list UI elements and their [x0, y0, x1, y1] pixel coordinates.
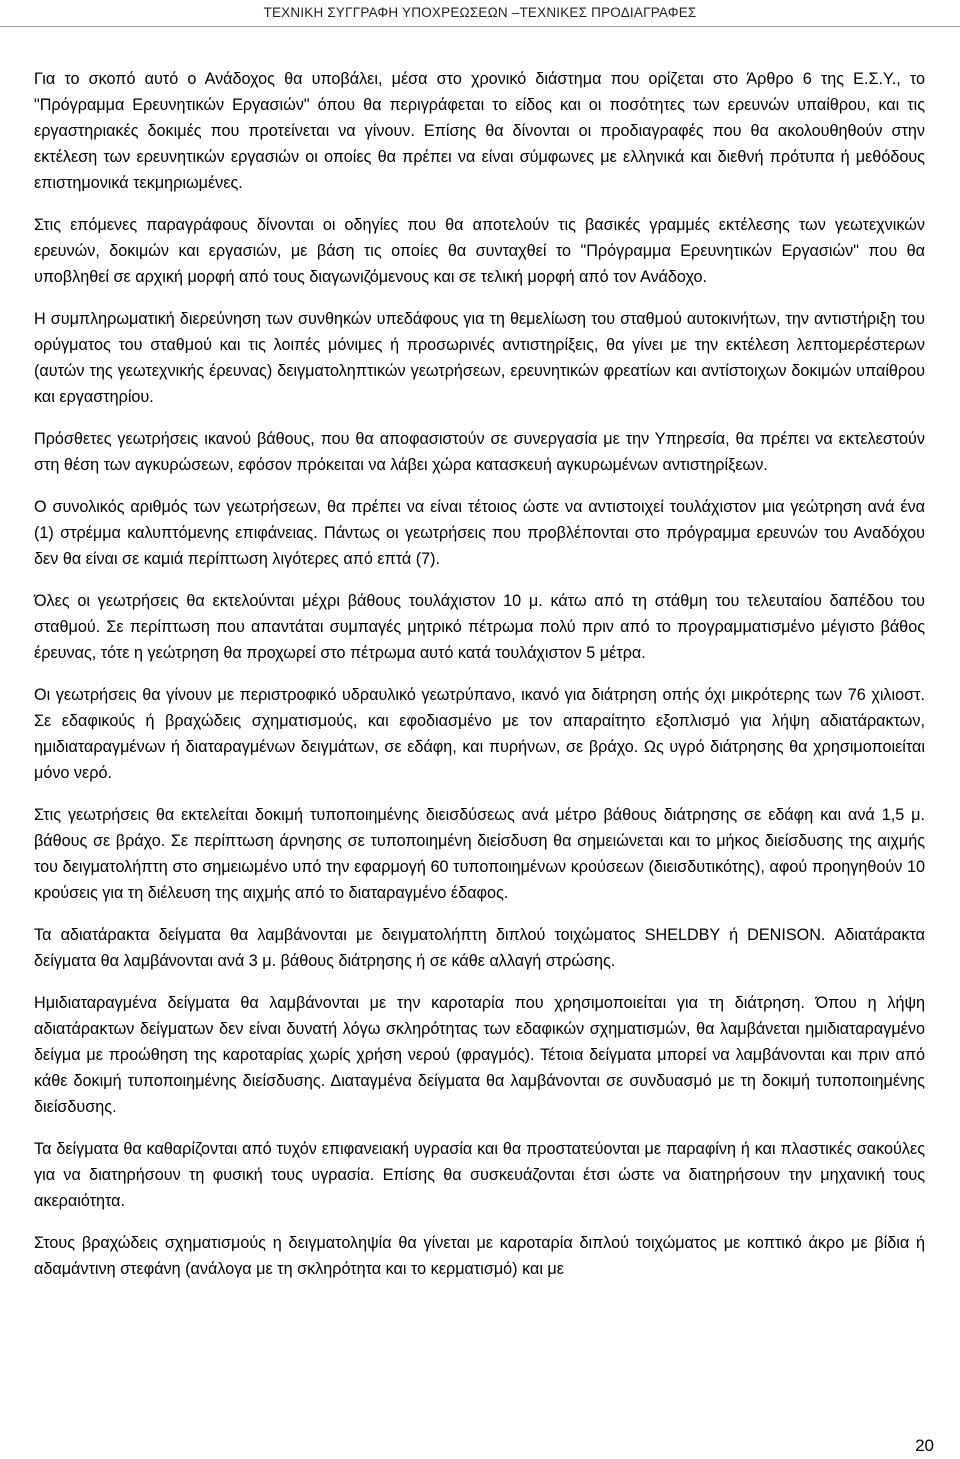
- paragraph: Ημιδιαταραγμένα δείγματα θα λαμβάνονται με την καροταρία που χρησιμοποιείται για τη διάτρηση. Όπου η λήψη αδιατάρακτων δείγματων δεν είναι δυνατή λόγω σκληρότητας των εδαφικών σχηματισμών, θα λαμβάνεται ημιδιαταραγμένο δείγμα με προώθηση της καροταρίας χωρίς χρήση νερού (φραγμός). Τέτοια δείγματα μπορεί να λαμβάνονται και πριν από κάθε δοκιμή τυποποιημένης διείσδυσης. Διαταγμένα δείγματα θα λαμβάνονται σε συνδυασμό με τη δοκιμή τυποποιημένης διείσδυσης.: [34, 994, 925, 1116]
- header-title: ΤΕΧΝΙΚΗ ΣΥΓΓΡΑΦΗ ΥΠΟΧΡΕΩΣΕΩΝ –ΤΕΧΝΙΚΕΣ ΠΡΟΔΙΑΓΡΑΦΕΣ: [263, 5, 697, 20]
- paragraph: Η συμπληρωματική διερεύνηση των συνθηκών υπεδάφους για τη θεμελίωση του σταθμού αυτοκινήτων, την αντιστήριξη του ορύγματος του σταθμού και τις λοιπές μόνιμες ή προσωρινές αντιστηρίξεις, θα γίνει με την εκτέλεση λεπτομερέστερων (αυτών της γεωτεχνικής έρευνας) δειγματοληπτικών γεωτρήσεων, ερευνητικών φρεατίων και αντίστοιχων δοκιμών υπαίθρου και εργαστηρίου.: [34, 310, 925, 406]
- page-number: 20: [915, 1436, 934, 1455]
- paragraph: Για το σκοπό αυτό ο Ανάδοχος θα υποβάλει, μέσα στο χρονικό διάστημα που ορίζεται στο Άρθρο 6 της Ε.Σ.Υ., το "Πρόγραμμα Ερευνητικών Εργασιών" όπου θα περιγράφεται το είδος και οι ποσότητες των ερευνών υπαίθρου, και τις εργαστηριακές δοκιμές που προτείνεται να γίνουν. Επίσης θα δίνονται οι προδιαγραφές που θα ακολουθηθούν στην εκτέλεση των ερευνητικών εργασιών οι οποίες θα πρέπει να είναι σύμφωνες με ελληνικά και διεθνή πρότυπα ή μεθόδους επιστημονικά τεκμηριωμένες.: [34, 70, 925, 192]
- paragraph: Ο συνολικός αριθμός των γεωτρήσεων, θα πρέπει να είναι τέτοιος ώστε να αντιστοιχεί τουλάχιστον μια γεώτρηση ανά ένα (1) στρέμμα καλυπτόμενης επιφάνειας. Πάντως οι γεωτρήσεις που προβλέπονται στο πρόγραμμα ερευνών του Αναδόχου δεν θα είναι σε καμιά περίπτωση λιγότερες από επτά (7).: [34, 498, 925, 568]
- paragraph: Στις επόμενες παραγράφους δίνονται οι οδηγίες που θα αποτελούν τις βασικές γραμμές εκτέλεσης των γεωτεχνικών ερευνών, δοκιμών και εργασιών, με βάση τις οποίες θα συνταχθεί το "Πρόγραμμα Ερευνητικών Εργασιών" που θα υποβληθεί σε αρχική μορφή από τους διαγωνιζόμενους και σε τελική μορφή από τον Ανάδοχο.: [34, 216, 925, 286]
- paragraph: Στις γεωτρήσεις θα εκτελείται δοκιμή τυποποιημένης διεισδύσεως ανά μέτρο βάθους διάτρησης σε εδάφη και ανά 1,5 μ. βάθους σε βράχο. Σε περίπτωση άρνησης σε τυποποιημένη διείσδυση θα σημειώνεται και το μήκος διείσδυσης της αιχμής του δειγματολήπτη στο σημειωμένο υπό την εφαρμογή 60 τυποποιημένων κρούσεων (διεισδυτικότης), αφού προηγηθούν 10 κρούσεις για τη διέλευση της αιχμής από το διαταραγμένο έδαφος.: [34, 806, 925, 902]
- paragraph: Τα αδιατάρακτα δείγματα θα λαμβάνονται με δειγματολήπτη διπλού τοιχώματος SHELDBY ή DENISON. Αδιατάρακτα δείγματα θα λαμβάνονται ανά 3 μ. βάθους διάτρησης ή σε κάθε αλλαγή στρώσης.: [34, 926, 925, 970]
- page-header: [0, 0, 960, 27]
- paragraph: Πρόσθετες γεωτρήσεις ικανού βάθους, που θα αποφασιστούν σε συνεργασία με την Υπηρεσία, θα πρέπει να εκτελεστούν στη θέση των αγκυρώσεων, εφόσον πρόκειται να λάβει χώρα κατασκευή αγκυρωμένων αντιστηρίξεων.: [34, 430, 925, 474]
- document-body: [34, 66, 925, 1282]
- paragraph: Τα δείγματα θα καθαρίζονται από τυχόν επιφανειακή υγρασία και θα προστατεύονται με παραφίνη ή και πλαστικές σακούλες για να διατηρήσουν τη φυσική τους υγρασία. Επίσης θα συσκευάζονται έτσι ώστε να διατηρήσουν την μηχανική τους ακεραιότητα.: [34, 1140, 925, 1210]
- paragraph: Οι γεωτρήσεις θα γίνουν με περιστροφικό υδραυλικό γεωτρύπανο, ικανό για διάτρηση οπής όχι μικρότερης των 76 χιλιοστ. Σε εδαφικούς ή βραχώδεις σχηματισμούς, και εφοδιασμένο με τον απαραίτητο εξοπλισμό για λήψη αδιατάρακτων, ημιδιαταραγμένων ή διαταραγμένων δειγμάτων, σε εδάφη, και πυρήνων, σε βράχο. Ως υγρό διάτρησης θα χρησιμοποιείται μόνο νερό.: [34, 686, 925, 782]
- paragraph: Όλες οι γεωτρήσεις θα εκτελούνται μέχρι βάθους τουλάχιστον 10 μ. κάτω από τη στάθμη του τελευταίου δαπέδου του σταθμού. Σε περίπτωση που απαντάται συμπαγές μητρικό πέτρωμα πολύ πριν από το προγραμματισμένο μέγιστο βάθος έρευνας, τότε η γεώτρηση θα προχωρεί στο πέτρωμα αυτό κατά τουλάχιστον 5 μέτρα.: [34, 592, 925, 662]
- paragraph: Στους βραχώδεις σχηματισμούς η δειγματοληψία θα γίνεται με καροταρία διπλού τοιχώματος με κοπτικό άκρο με βίδια ή αδαμάντινη στεφάνη (ανάλογα με τη σκληρότητα και το κερματισμό) και με: [34, 1234, 925, 1278]
